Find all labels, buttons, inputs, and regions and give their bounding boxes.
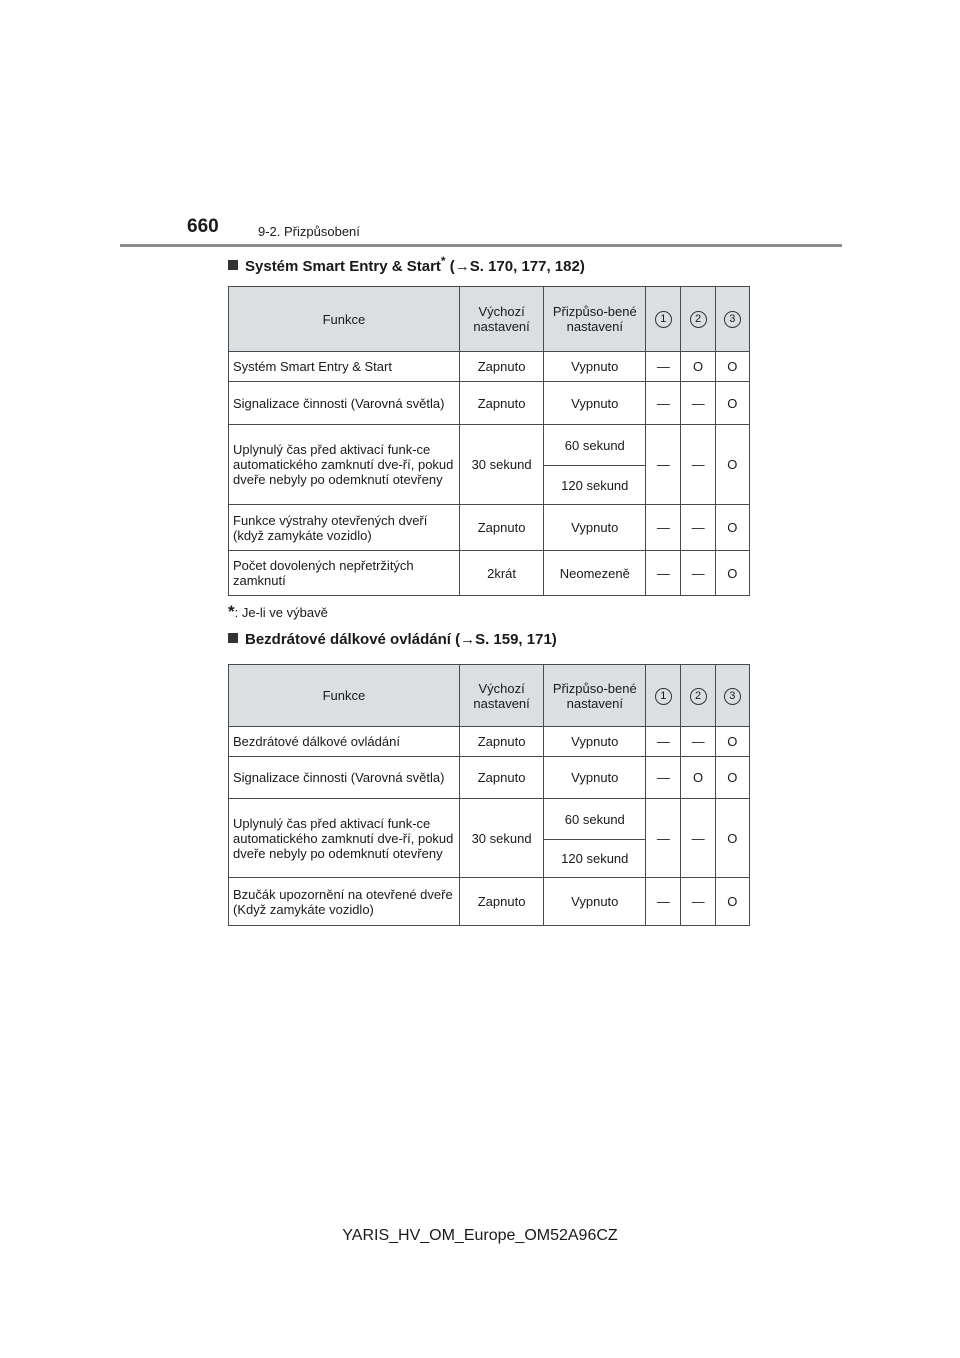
- cell-default: 2krát: [459, 551, 544, 596]
- table-row: [229, 425, 750, 466]
- header-col1: [646, 287, 681, 352]
- cell-3: O: [715, 382, 749, 425]
- cell-custom: Vypnuto: [544, 727, 646, 757]
- cell-3: O: [715, 505, 749, 551]
- table-row: [229, 382, 750, 425]
- header-col1: [646, 665, 681, 727]
- cell-custom: Vypnuto: [544, 505, 646, 551]
- cell-2: —: [681, 799, 715, 878]
- cell-3: O: [715, 352, 749, 382]
- cell-1: —: [646, 551, 681, 596]
- circled-1-icon: 1: [655, 311, 672, 328]
- table-row: [229, 757, 750, 799]
- cell-default: Zapnuto: [459, 352, 544, 382]
- heading-text: Systém Smart Entry & Start: [245, 258, 441, 275]
- header-col2: [681, 665, 715, 727]
- heading-ref: (→S. 170, 177, 182): [445, 258, 585, 275]
- page-number: 660: [187, 216, 219, 237]
- table-smart-entry: [228, 286, 750, 596]
- cell-custom: 120 sekund: [544, 840, 646, 878]
- heading-smart-entry: [228, 254, 585, 275]
- circled-2-icon: 2: [690, 311, 707, 328]
- cell-custom: Vypnuto: [544, 878, 646, 926]
- cell-2: —: [681, 551, 715, 596]
- cell-3: O: [715, 757, 749, 799]
- table-row: [229, 505, 750, 551]
- heading-ref: (→S. 159, 171): [450, 631, 557, 648]
- cell-2: —: [681, 425, 715, 505]
- cell-custom: 60 sekund: [544, 799, 646, 840]
- bullet-square-icon: [228, 633, 238, 643]
- cell-default: Zapnuto: [459, 727, 544, 757]
- table-row: [229, 352, 750, 382]
- table-row: [229, 878, 750, 926]
- cell-custom: Vypnuto: [544, 352, 646, 382]
- cell-3: O: [715, 727, 749, 757]
- cell-1: —: [646, 727, 681, 757]
- cell-3: O: [715, 551, 749, 596]
- footnote-text: : Je-li ve výbavě: [234, 605, 328, 620]
- header-funkce: Funkce: [229, 665, 460, 727]
- cell-custom: Vypnuto: [544, 382, 646, 425]
- header-default: Výchozí nastavení: [459, 287, 544, 352]
- cell-default: Zapnuto: [459, 505, 544, 551]
- header-col3: [715, 665, 749, 727]
- cell-2: O: [681, 352, 715, 382]
- cell-function: Uplynulý čas před aktivací funk-ce automatického zamknutí dve-ří, pokud dveře nebyly po odemknutí otevřeny: [229, 799, 460, 878]
- cell-2: —: [681, 382, 715, 425]
- cell-custom: Neomezeně: [544, 551, 646, 596]
- header-col2: [681, 287, 715, 352]
- heading-text: Bezdrátové dálkové ovládání: [245, 631, 451, 648]
- cell-1: —: [646, 799, 681, 878]
- cell-default: Zapnuto: [459, 878, 544, 926]
- cell-1: —: [646, 352, 681, 382]
- bullet-square-icon: [228, 260, 238, 270]
- cell-3: O: [715, 799, 749, 878]
- document-code: YARIS_HV_OM_Europe_OM52A96CZ: [342, 1227, 618, 1244]
- cell-default: 30 sekund: [459, 799, 544, 878]
- cell-custom: 60 sekund: [544, 425, 646, 466]
- circled-3-icon: 3: [724, 688, 741, 705]
- cell-default: Zapnuto: [459, 382, 544, 425]
- cell-1: —: [646, 757, 681, 799]
- circled-2-icon: 2: [690, 688, 707, 705]
- table-row: [229, 799, 750, 840]
- footnote-star: *: [228, 602, 235, 621]
- header-funkce: Funkce: [229, 287, 460, 352]
- cell-function: Systém Smart Entry & Start: [229, 352, 460, 382]
- footnote: [228, 602, 328, 622]
- header-rule: [120, 244, 842, 247]
- cell-1: —: [646, 505, 681, 551]
- cell-function: Uplynulý čas před aktivací funk-ce automatického zamknutí dve-ří, pokud dveře nebyly po odemknutí otevřeny: [229, 425, 460, 505]
- cell-1: —: [646, 382, 681, 425]
- table-remote: [228, 664, 750, 926]
- cell-function: Signalizace činnosti (Varovná světla): [229, 757, 460, 799]
- cell-1: —: [646, 425, 681, 505]
- heading-remote: [228, 631, 557, 648]
- cell-function: Bezdrátové dálkové ovládání: [229, 727, 460, 757]
- header-custom: Přizpůso-bené nastavení: [544, 287, 646, 352]
- cell-2: —: [681, 505, 715, 551]
- cell-2: O: [681, 757, 715, 799]
- cell-default: Zapnuto: [459, 757, 544, 799]
- cell-function: Signalizace činnosti (Varovná světla): [229, 382, 460, 425]
- cell-3: O: [715, 425, 749, 505]
- cell-2: —: [681, 878, 715, 926]
- cell-custom: 120 sekund: [544, 466, 646, 505]
- cell-function: Bzučák upozornění na otevřené dveře (Když zamykáte vozidlo): [229, 878, 460, 926]
- circled-1-icon: 1: [655, 688, 672, 705]
- circled-3-icon: 3: [724, 311, 741, 328]
- cell-1: —: [646, 878, 681, 926]
- section-title: 9-2. Přizpůsobení: [258, 224, 360, 239]
- cell-3: O: [715, 878, 749, 926]
- table-row: [229, 727, 750, 757]
- table-row: [229, 551, 750, 596]
- header-col3: [715, 287, 749, 352]
- cell-function: Funkce výstrahy otevřených dveří (když zamykáte vozidlo): [229, 505, 460, 551]
- header-custom: Přizpůso-bené nastavení: [544, 665, 646, 727]
- cell-function: Počet dovolených nepřetržitých zamknutí: [229, 551, 460, 596]
- cell-custom: Vypnuto: [544, 757, 646, 799]
- cell-2: —: [681, 727, 715, 757]
- header-default: Výchozí nastavení: [459, 665, 544, 727]
- heading-star: *: [440, 254, 446, 268]
- cell-default: 30 sekund: [459, 425, 544, 505]
